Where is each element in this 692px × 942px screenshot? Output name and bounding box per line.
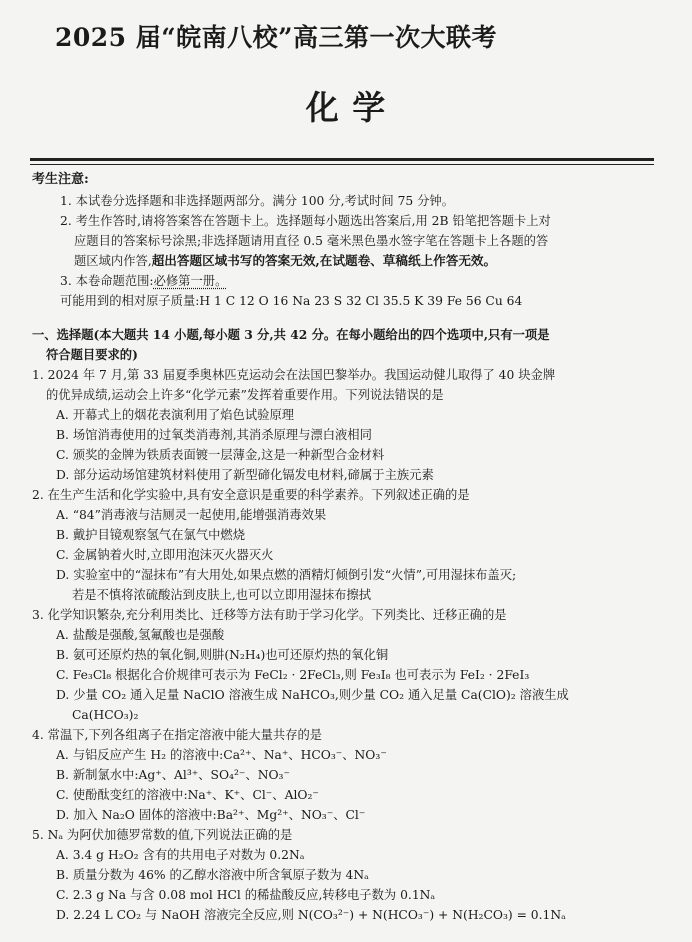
question-5-option: D. 2.24 L CO₂ 与 NaOH 溶液完全反应,则 N(CO₃²⁻) + N(HCO₃⁻) + N(H₂CO₃) = 0.1Nₐ	[56, 908, 566, 922]
notice-item-2-normal: 题区域内作答,	[74, 254, 152, 268]
question-2-option: A. “84”消毒液与洁厕灵一起使用,能增强消毒效果	[56, 508, 327, 522]
question-3-stem: 3. 化学知识繁杂,充分利用类比、迁移等方法有助于学习化学。下列类比、迁移正确的是	[32, 608, 507, 622]
question-1-stem: 1. 2024 年 7 月,第 33 届夏季奥林匹克运动会在法国巴黎举办。我国运动健儿取得了 40 块金牌	[32, 368, 556, 382]
notice-item-3	[32, 271, 658, 291]
notice-item-1: 1. 本试卷分选择题和非选择题两部分。满分 100 分,考试时间 75 分钟。	[60, 194, 455, 208]
section-heading: 一、选择题(本大题共 14 小题,每小题 3 分,共 42 分。在每小题给出的四个选项中,只有一项是	[32, 327, 550, 342]
atomic-masses: 可能用到的相对原子质量:H 1 C 12 O 16 Na 23 S 32 Cl 35.5 K 39 Fe 56 Cu 64	[60, 294, 523, 308]
notice-item-3-scope: 必修第一册。	[153, 274, 228, 288]
question-3-option: Ca(HCO₃)₂	[72, 708, 139, 722]
section-heading-cont: 符合题目要求的)	[46, 347, 138, 362]
question-4-option: B. 新制氯水中:Ag⁺、Al³⁺、SO₄²⁻、NO₃⁻	[56, 768, 290, 782]
question-1-option: D. 部分运动场馆建筑材料使用了新型碲化镉发电材料,碲属于主族元素	[56, 468, 434, 482]
notice-title: 考生注意:	[32, 172, 89, 187]
question-1-option: C. 颁奖的金牌为铁质表面镀一层薄金,这是一种新型合金材料	[56, 448, 385, 462]
question-4-option: C. 使酚酞变红的溶液中:Na⁺、K⁺、Cl⁻、AlO₂⁻	[56, 788, 319, 802]
notice-item-2-line-2: 应题目的答案标号涂黑;非选择题请用直径 0.5 毫米黑色墨水签字笔在答题卡上各题的答	[74, 234, 549, 248]
question-4-stem: 4. 常温下,下列各组离子在指定溶液中能大量共存的是	[32, 728, 323, 742]
question-2-option: C. 金属钠着火时,立即用泡沫灭火器灭火	[56, 548, 274, 562]
header-rule-thin	[30, 164, 654, 165]
question-5-option: B. 质量分数为 46% 的乙醇水溶液中所含氧原子数为 4Nₐ	[56, 868, 369, 882]
question-1-stem: 的优异成绩,运动会上许多“化学元素”发挥着重要作用。下列说法错误的是	[46, 388, 444, 402]
question-2-option: B. 戴护目镜观察氢气在氯气中燃烧	[56, 528, 246, 542]
question-4-option: D. 加入 Na₂O 固体的溶液中:Ba²⁺、Mg²⁺、NO₃⁻、Cl⁻	[56, 808, 366, 822]
subject-title: 化 学	[305, 88, 387, 127]
notice-item-2-line-3	[32, 251, 658, 271]
notice-item-3-prefix: 3. 本卷命题范围:	[60, 274, 154, 288]
question-1-option: B. 场馆消毒使用的过氧类消毒剂,其消杀原理与漂白液相同	[56, 428, 372, 442]
question-3-option: A. 盐酸是强酸,氢氟酸也是强酸	[56, 628, 225, 642]
question-3-option: B. 氨可还原灼热的氧化铜,则肼(N₂H₄)也可还原灼热的氧化铜	[56, 648, 389, 662]
question-2-stem: 2. 在生产生活和化学实验中,具有安全意识是重要的科学素养。下列叙述正确的是	[32, 488, 470, 502]
notice-item-2-emphasis: 超出答题区域书写的答案无效,在试题卷、草稿纸上作答无效。	[151, 253, 497, 268]
question-5-stem: 5. Nₐ 为阿伏加德罗常数的值,下列说法正确的是	[32, 828, 293, 842]
question-4-option: A. 与铝反应产生 H₂ 的溶液中:Ca²⁺、Na⁺、HCO₃⁻、NO₃⁻	[56, 748, 387, 762]
exam-body	[32, 170, 658, 925]
question-3-option: D. 少量 CO₂ 通入足量 NaClO 溶液生成 NaHCO₃,则少量 CO₂ 通入足量 Ca(ClO)₂ 溶液生成	[56, 688, 569, 702]
header-rule-thick	[30, 158, 654, 161]
question-5-option: C. 2.3 g Na 与含 0.08 mol HCl 的稀盐酸反应,转移电子数为 0.1Nₐ	[56, 888, 436, 902]
question-2-option: D. 实验室中的“湿抹布”有大用处,如果点燃的酒精灯倾倒引发“火情”,可用湿抹布盖灭;	[56, 568, 517, 582]
exam-title: 2025 届“皖南八校”高三第一次大联考	[55, 23, 498, 52]
question-1-option: A. 开幕式上的烟花表演利用了焰色试验原理	[56, 408, 295, 422]
notice-item-2-line-1: 2. 考生作答时,请将答案答在答题卡上。选择题每小题选出答案后,用 2B 铅笔把答题卡上对	[60, 214, 551, 228]
question-list	[32, 365, 658, 925]
question-2-option: 若是不慎将浓硫酸沾到皮肤上,也可以立即用湿抹布擦拭	[72, 588, 372, 602]
question-3-option: C. Fe₃Cl₈ 根据化合价规律可表示为 FeCl₂ · 2FeCl₃,则 Fe₃I₈ 也可表示为 FeI₂ · 2FeI₃	[56, 668, 530, 682]
question-5-option: A. 3.4 g H₂O₂ 含有的共用电子对数为 0.2Nₐ	[56, 848, 305, 862]
